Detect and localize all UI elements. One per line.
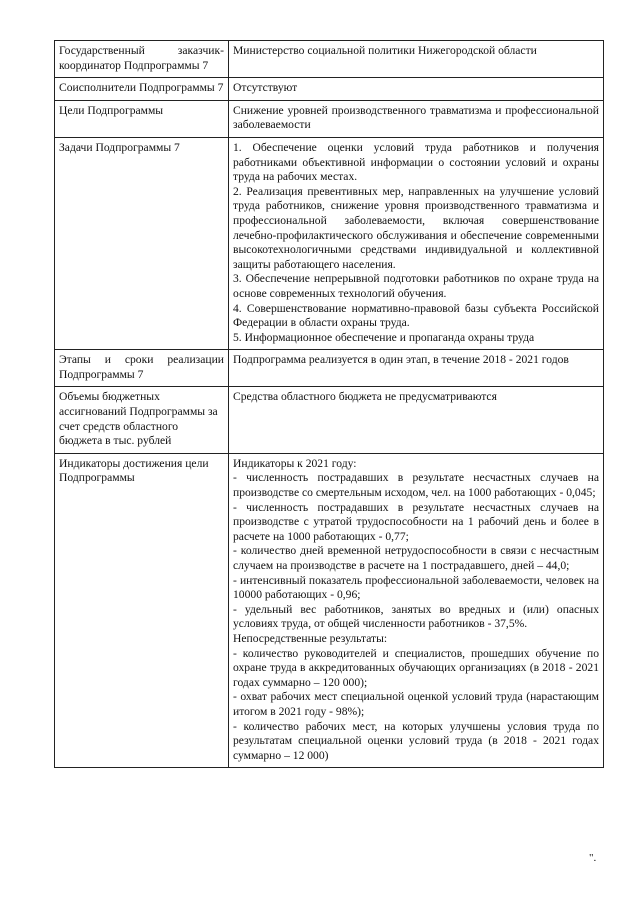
row-value (229, 41, 604, 78)
row-label: Индикаторы достижения цели Подпрограммы (55, 453, 229, 767)
table-row-stages (55, 350, 604, 387)
value-line: - количество руководителей и специалистов, прошедших обучение по охране труда в аккредитованных обучающих организациях (в 2018 - 2021 годах суммарно – 120 000); (233, 646, 599, 689)
value-line: Подпрограмма реализуется в один этап, в течение 2018 - 2021 годов (233, 353, 569, 367)
value-line: - удельный вес работников, занятых во вредных и (или) опасных условиях труда, от общей численности работников - 37,5%. (233, 602, 599, 631)
value-line: - численность пострадавших в результате несчастных случаев на производстве с утратой трудоспособности на 1 рабочий день и более в расчете на 1000 работающих - 0,77; (233, 500, 599, 543)
table-row-coexecutors (55, 78, 604, 101)
value-line: - интенсивный показатель профессиональной заболеваемости, человек на 10000 работающих - 0,96; (233, 573, 599, 602)
value-line: 2. Реализация превентивных мер, направленных на улучшение условий труда работников, снижение уровня производственного травматизма и профессиональной заболеваемости, включая совершенствование лечебно-профилактического обслуживания и обеспечение современными высокотехнологичными средствами индивидуальной и коллективной защиты работающего населения. (233, 184, 599, 271)
value-line: 4. Совершенствование нормативно-правовой базы субъекта Российской Федерации в области охраны труда. (233, 301, 599, 330)
row-value (229, 78, 604, 101)
row-label: Соисполнители Подпрограммы 7 (55, 78, 229, 101)
value-line: - количество рабочих мест, на которых улучшены условия труда по результатам специальной оценки условий труда (в 2018 - 2021 годах суммарно – 12 000) (233, 719, 599, 762)
row-label: Объемы бюджетных ассигнований Подпрограммы за счет средств областного бюджета в тыс. рублей (55, 387, 229, 453)
value-line: - охват рабочих мест специальной оценкой условий труда (нарастающим итогом в 2021 году - 98%); (233, 690, 599, 718)
passport-table (54, 40, 604, 768)
table-row-goals (55, 100, 604, 137)
table-row-indicators (55, 453, 604, 767)
value-line: Отсутствуют (233, 81, 298, 95)
table-row-budget (55, 387, 604, 453)
value-line: Индикаторы к 2021 году: (233, 456, 357, 470)
value-line: Непосредственные результаты: (233, 631, 388, 645)
table-row-tasks (55, 137, 604, 349)
value-line: Министерство социальной политики Нижегородской области (233, 44, 537, 57)
row-value (229, 350, 604, 387)
document-page (54, 40, 603, 768)
row-value (229, 387, 604, 453)
closing-quote-mark: ". (589, 852, 597, 864)
row-label: Цели Подпрограммы (55, 100, 229, 137)
row-value (229, 100, 604, 137)
row-label: Государственный заказчик-координатор Подпрограммы 7 (55, 41, 229, 78)
value-line: 1. Обеспечение оценки условий труда работников и получения работниками объективной информации о состоянии условий и охраны труда на рабочих местах. (233, 140, 599, 184)
value-line: - численность пострадавших в результате несчастных случаев на производстве со смертельным исходом, чел. на 1000 работающих - 0,045; (233, 471, 599, 500)
value-line: 5. Информационное обеспечение и пропаганда охраны труда (233, 330, 535, 344)
table-row-customer (55, 41, 604, 78)
row-label: Этапы и сроки реализации Подпрограммы 7 (55, 350, 229, 387)
value-line: Снижение уровней производственного травматизма и профессиональной заболеваемости (233, 103, 599, 132)
value-line: Средства областного бюджета не предусматриваются (233, 390, 497, 404)
row-value (229, 137, 604, 349)
value-line: - количество дней временной нетрудоспособности в связи с несчастным случаем на производстве в расчете на 1 пострадавшего, дней – 44,0; (233, 544, 599, 572)
row-label: Задачи Подпрограммы 7 (55, 137, 229, 349)
row-value (229, 453, 604, 767)
value-line: 3. Обеспечение непрерывной подготовки работников по охране труда на основе современных технологий обучения. (233, 272, 599, 300)
